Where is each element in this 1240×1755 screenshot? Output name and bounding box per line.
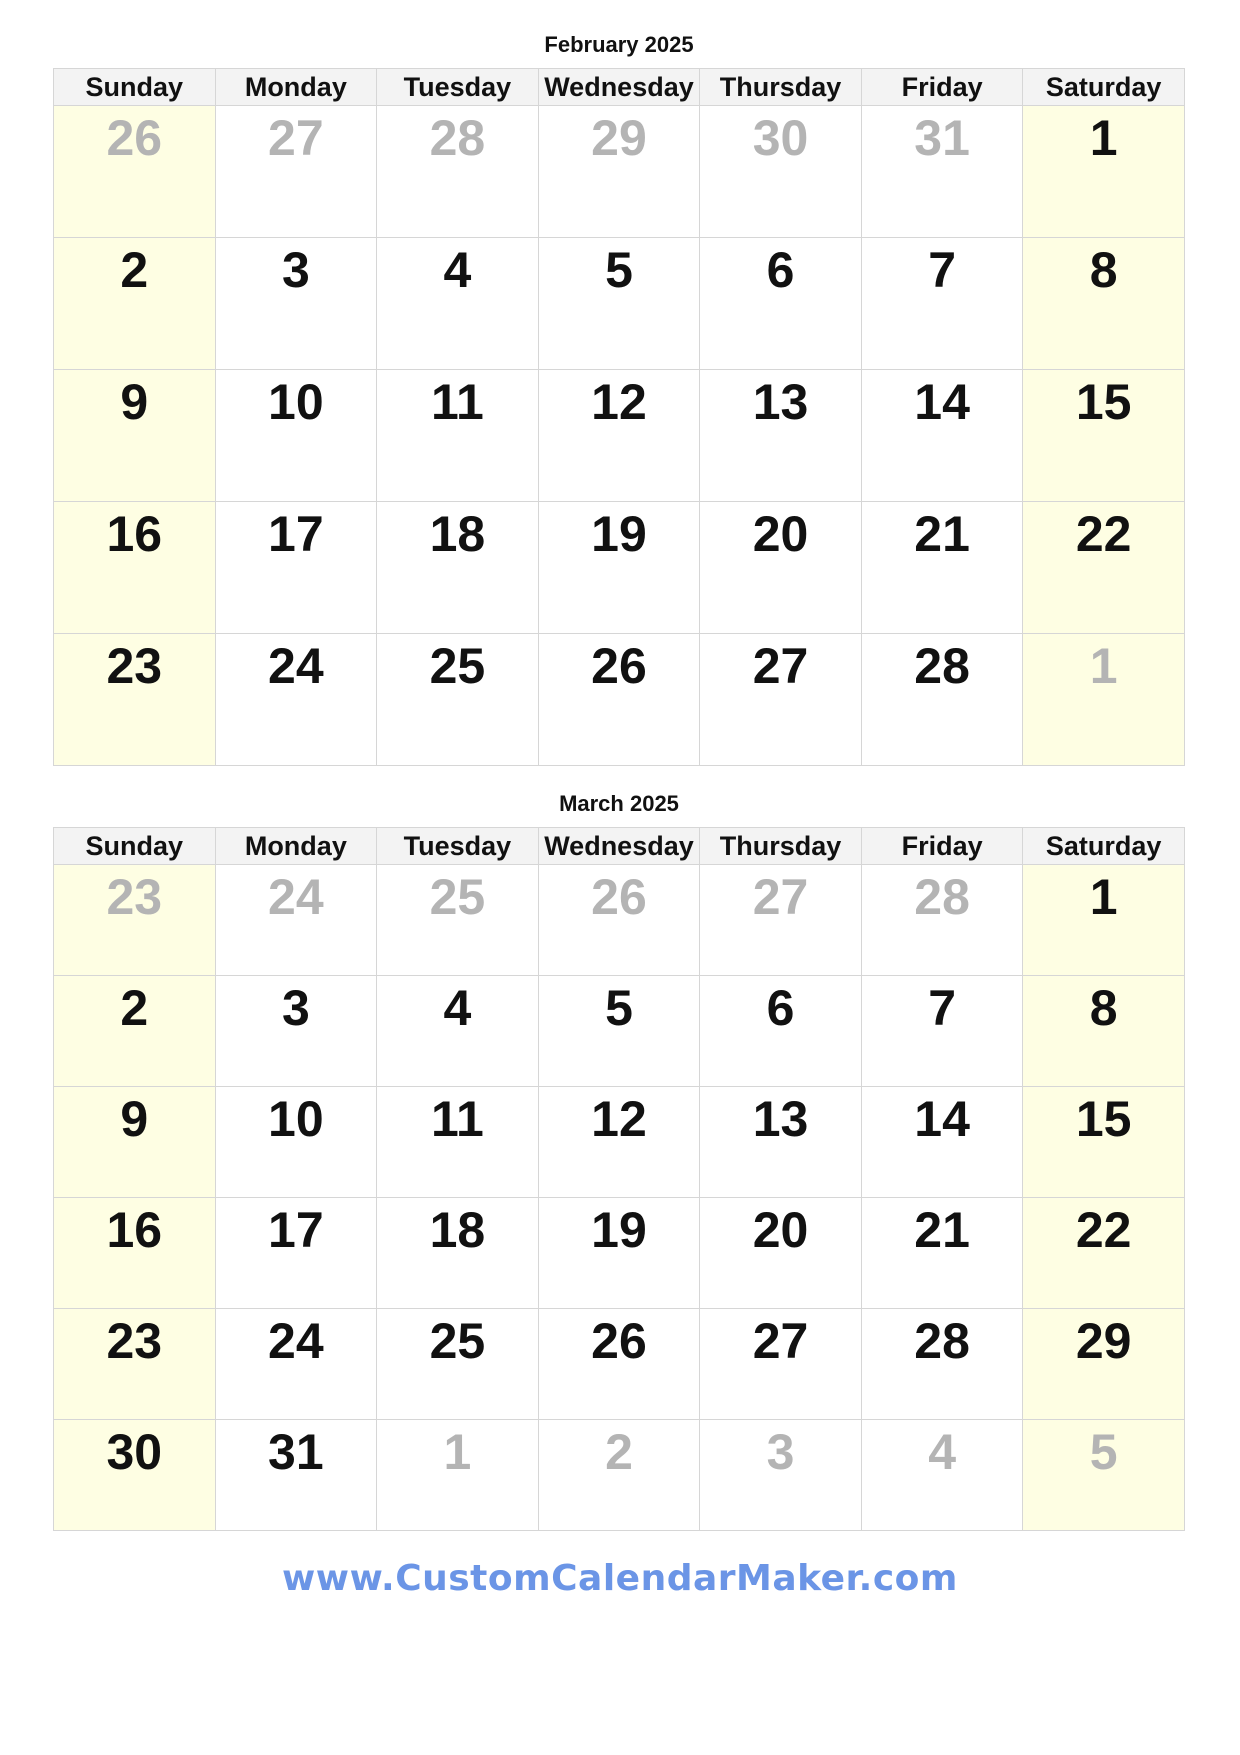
day-number: 9 (120, 374, 149, 430)
day-number: 3 (766, 1424, 795, 1480)
day-number: 11 (430, 374, 484, 430)
day-number: 16 (106, 506, 163, 562)
day-cell (215, 976, 377, 1087)
day-cell (1023, 106, 1185, 238)
day-number: 4 (928, 1424, 956, 1480)
day-number: 27 (268, 110, 324, 166)
day-number: 12 (591, 374, 647, 430)
day-cell (861, 1309, 1023, 1420)
day-number: 28 (914, 869, 970, 925)
day-cell (215, 106, 377, 238)
day-cell (54, 370, 216, 502)
weekday-wednesday: Wednesday (538, 828, 700, 865)
day-number: 17 (268, 506, 324, 562)
day-cell (215, 1309, 377, 1420)
day-cell (700, 238, 862, 370)
day-cell (377, 865, 539, 976)
day-number: 2 (605, 1424, 633, 1480)
day-cell (538, 106, 700, 238)
week-row (54, 1309, 1185, 1420)
day-cell (700, 1198, 862, 1309)
day-number: 20 (752, 1202, 809, 1258)
day-number: 16 (106, 1202, 163, 1258)
day-number: 5 (1089, 1424, 1118, 1480)
weekday-monday: Monday (215, 69, 377, 106)
day-cell (700, 502, 862, 634)
day-cell (538, 634, 700, 766)
day-number: 2 (120, 242, 149, 298)
day-number: 18 (429, 1202, 486, 1258)
day-number: 23 (106, 869, 163, 925)
weekday-friday: Friday (861, 69, 1023, 106)
month-title: February 2025 (544, 32, 694, 57)
day-number: 6 (766, 980, 795, 1036)
week-row (54, 634, 1185, 766)
day-number: 8 (1089, 980, 1118, 1036)
day-number: 1 (1089, 638, 1118, 694)
day-cell (54, 106, 216, 238)
day-cell (861, 634, 1023, 766)
day-cell (54, 1420, 216, 1531)
week-row (54, 865, 1185, 976)
day-cell (861, 502, 1023, 634)
day-cell (700, 1087, 862, 1198)
day-number: 30 (752, 110, 809, 166)
day-cell (861, 238, 1023, 370)
day-cell (700, 1309, 862, 1420)
day-cell (861, 370, 1023, 502)
weekday-tuesday: Tuesday (377, 69, 539, 106)
week-row (54, 976, 1185, 1087)
day-number: 1 (1089, 110, 1118, 166)
day-number: 21 (914, 506, 970, 562)
day-cell (54, 1198, 216, 1309)
day-number: 28 (914, 1313, 970, 1369)
day-cell (538, 1198, 700, 1309)
day-cell (215, 370, 377, 502)
weekday-thursday: Thursday (700, 828, 862, 865)
day-number: 22 (1075, 506, 1132, 562)
day-cell (861, 1420, 1023, 1531)
day-number: 27 (752, 1313, 809, 1369)
day-cell (1023, 1087, 1185, 1198)
day-number: 14 (914, 1091, 970, 1147)
calendar-grid (53, 68, 1185, 766)
day-cell (700, 370, 862, 502)
day-number: 25 (429, 869, 486, 925)
day-cell (1023, 976, 1185, 1087)
week-row (54, 238, 1185, 370)
day-cell (377, 976, 539, 1087)
week-row (54, 370, 1185, 502)
march-calendar (53, 791, 1185, 1531)
day-number: 20 (752, 506, 809, 562)
day-cell (215, 865, 377, 976)
day-cell (1023, 634, 1185, 766)
day-number: 3 (281, 980, 310, 1036)
week-row (54, 1087, 1185, 1198)
day-number: 15 (1075, 374, 1132, 430)
day-number: 29 (591, 110, 647, 166)
day-number: 29 (1075, 1313, 1132, 1369)
day-number: 11 (430, 1091, 484, 1147)
day-number: 10 (268, 374, 324, 430)
day-number: 22 (1075, 1202, 1132, 1258)
day-number: 25 (429, 1313, 486, 1369)
day-cell (215, 634, 377, 766)
day-cell (1023, 1420, 1185, 1531)
day-cell (538, 976, 700, 1087)
day-cell (538, 370, 700, 502)
weekday-friday: Friday (861, 828, 1023, 865)
weekday-header-row (54, 69, 1185, 106)
day-number: 5 (605, 980, 633, 1036)
day-cell (377, 502, 539, 634)
day-number: 24 (268, 1313, 324, 1369)
weekday-tuesday: Tuesday (377, 828, 539, 865)
day-number: 5 (605, 242, 633, 298)
day-cell (377, 1198, 539, 1309)
day-number: 26 (106, 110, 163, 166)
day-cell (54, 976, 216, 1087)
day-number: 19 (591, 506, 647, 562)
day-cell (377, 1420, 539, 1531)
day-number: 4 (443, 242, 472, 298)
day-cell (215, 238, 377, 370)
day-number: 3 (281, 242, 310, 298)
day-number: 4 (443, 980, 472, 1036)
day-number: 28 (914, 638, 970, 694)
day-cell (861, 976, 1023, 1087)
day-number: 21 (914, 1202, 970, 1258)
day-number: 26 (591, 1313, 647, 1369)
week-rows (54, 106, 1185, 766)
day-cell (700, 865, 862, 976)
day-cell (538, 502, 700, 634)
day-number: 2 (120, 980, 149, 1036)
weekday-saturday: Saturday (1023, 69, 1185, 106)
day-number: 28 (429, 110, 486, 166)
day-cell (700, 106, 862, 238)
day-cell (700, 976, 862, 1087)
week-row (54, 1198, 1185, 1309)
week-row (54, 502, 1185, 634)
day-number: 23 (106, 638, 163, 694)
day-number: 24 (268, 869, 324, 925)
day-cell (215, 1087, 377, 1198)
day-cell (54, 1309, 216, 1420)
day-number: 14 (914, 374, 970, 430)
day-number: 26 (591, 638, 647, 694)
week-row (54, 106, 1185, 238)
day-number: 15 (1075, 1091, 1132, 1147)
day-cell (538, 1309, 700, 1420)
day-number: 30 (106, 1424, 163, 1480)
day-cell (861, 865, 1023, 976)
weekday-saturday: Saturday (1023, 828, 1185, 865)
weekday-header-row (54, 828, 1185, 865)
day-cell (538, 1420, 700, 1531)
week-rows (54, 865, 1185, 1531)
day-number: 8 (1089, 242, 1118, 298)
weekday-sunday: Sunday (54, 828, 216, 865)
day-number: 27 (752, 869, 809, 925)
day-number: 25 (429, 638, 486, 694)
february-calendar (53, 32, 1185, 766)
day-cell (377, 634, 539, 766)
day-cell (377, 238, 539, 370)
day-number: 7 (928, 242, 956, 298)
day-cell (1023, 370, 1185, 502)
day-cell (861, 1087, 1023, 1198)
day-cell (1023, 865, 1185, 976)
weekday-thursday: Thursday (700, 69, 862, 106)
day-number: 12 (591, 1091, 647, 1147)
day-cell (54, 634, 216, 766)
day-cell (215, 1420, 377, 1531)
day-number: 13 (752, 1091, 809, 1147)
day-cell (377, 370, 539, 502)
day-cell (538, 238, 700, 370)
day-cell (377, 1309, 539, 1420)
day-number: 18 (429, 506, 486, 562)
day-number: 17 (268, 1202, 324, 1258)
day-number: 24 (268, 638, 324, 694)
month-title: March 2025 (559, 791, 679, 816)
day-number: 9 (120, 1091, 149, 1147)
day-cell (1023, 238, 1185, 370)
day-cell (54, 865, 216, 976)
day-cell (54, 238, 216, 370)
day-cell (377, 106, 539, 238)
day-cell (538, 865, 700, 976)
day-number: 19 (591, 1202, 647, 1258)
day-cell (215, 1198, 377, 1309)
day-cell (700, 634, 862, 766)
day-number: 31 (914, 110, 970, 166)
day-number: 27 (752, 638, 809, 694)
day-cell (1023, 502, 1185, 634)
week-row (54, 1420, 1185, 1531)
day-number: 23 (106, 1313, 163, 1369)
day-number: 1 (1089, 869, 1118, 925)
day-cell (861, 106, 1023, 238)
day-cell (1023, 1309, 1185, 1420)
website-url-footer: www.CustomCalendarMaker.com (282, 1558, 958, 1599)
calendar-grid (53, 827, 1185, 1531)
day-number: 10 (268, 1091, 324, 1147)
day-number: 6 (766, 242, 795, 298)
day-number: 31 (268, 1424, 324, 1480)
day-number: 1 (443, 1424, 472, 1480)
day-cell (215, 502, 377, 634)
weekday-sunday: Sunday (54, 69, 216, 106)
day-number: 26 (591, 869, 647, 925)
day-cell (1023, 1198, 1185, 1309)
weekday-monday: Monday (215, 828, 377, 865)
day-cell (861, 1198, 1023, 1309)
day-cell (700, 1420, 862, 1531)
day-cell (377, 1087, 539, 1198)
day-number: 13 (752, 374, 809, 430)
day-cell (54, 1087, 216, 1198)
weekday-wednesday: Wednesday (538, 69, 700, 106)
day-cell (54, 502, 216, 634)
day-number: 7 (928, 980, 956, 1036)
day-cell (538, 1087, 700, 1198)
